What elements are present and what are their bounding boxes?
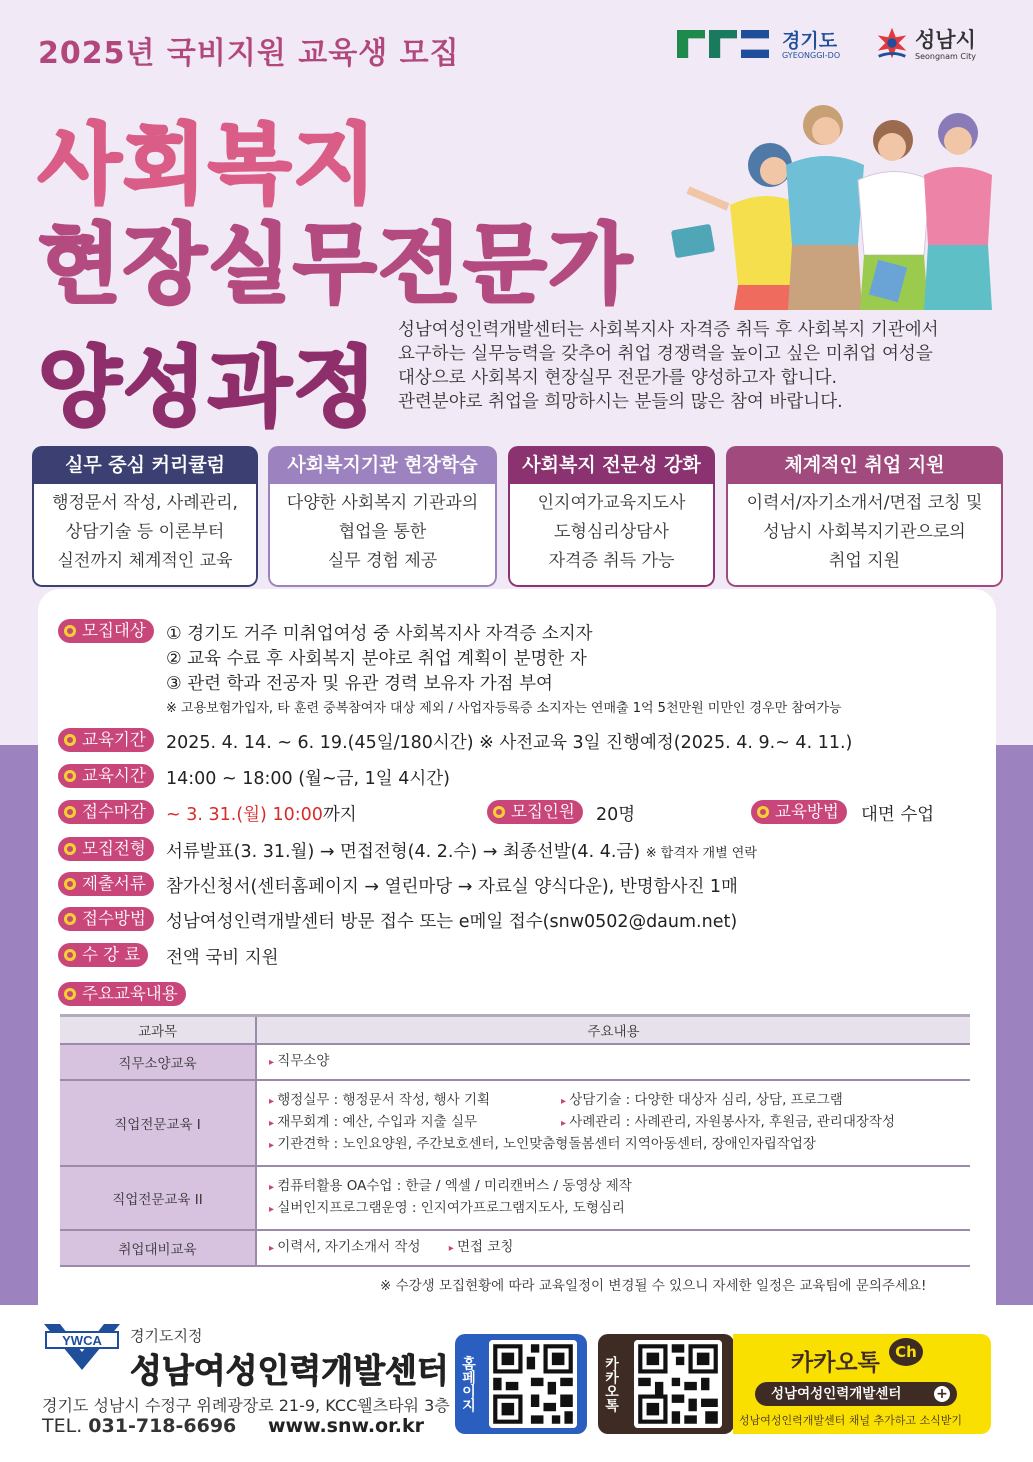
target-line-1: ① 경기도 거주 미취업여성 중 사회복지사 자격증 소지자 (166, 624, 593, 644)
org-address: 경기도 성남시 수정구 위례광장로 21-9, KCC웰츠타워 3층 (42, 1396, 450, 1415)
feature-card-field-training (268, 446, 497, 587)
feature-card-title: 실무 중심 커리큘럼 (32, 446, 258, 484)
selection-steps: 서류발표(3. 31.월) → 면접전형(4. 2.수) → 최종선발(4. 4.금) (166, 842, 641, 862)
content-item: ▸ 이력서, 자기소개서 작성 (269, 1239, 421, 1255)
target-line-2: ② 교육 수료 후 사회복지 분야로 취업 계획이 분명한 자 (166, 649, 587, 669)
period-value: 2025. 4. 14. ~ 6. 19.(45일/180시간) ※ 사전교육 3일 진행예정(2025. 4. 9.~ 4. 11.) (166, 733, 853, 753)
deadline-suffix: 까지 (322, 805, 357, 825)
deadline-date: ~ 3. 31.(월) 10:00 (166, 805, 323, 825)
target-line-3: ③ 관련 학과 전공자 및 유관 경력 보유자 가점 부여 (166, 674, 553, 694)
kakao-channel-banner[interactable] (733, 1334, 991, 1434)
content-item: ▸ 실버인지프로그램운영 : 인지여가프로그램지도사, 도형심리 (269, 1198, 958, 1220)
title-line-3: 양성과정 (38, 338, 379, 438)
content-item: ▸ 컴퓨터활용 OA수업 : 한글 / 엑셀 / 미리캔버스 / 동영상 제작 (269, 1176, 958, 1198)
org-website[interactable]: www.snw.or.kr (268, 1415, 424, 1437)
seongnam-name: 성남시 (915, 28, 976, 52)
curriculum-table (60, 1014, 970, 1267)
content-cell (256, 1080, 970, 1166)
woman-2-figure (786, 105, 864, 310)
gyeonggi-mark-icon (677, 30, 705, 58)
feature-card-body (32, 484, 258, 587)
content-item: ▸ 기관견학 : 노인요양원, 주간보호센터, 노인맞춤형돌봄센터 지역아동센터, 장애인자립작업장 (269, 1134, 958, 1156)
target-note: ※ 고용보험가입자, 타 훈련 중복참여자 대상 제외 / 사업자등록증 소지자는 연매출 1억 5천만원 미만인 경우만 참여가능 (166, 701, 842, 716)
feature-card-employment (726, 446, 1003, 587)
table-row (60, 1044, 970, 1080)
schedule-notice: ※ 수강생 모집현황에 따라 교육일정이 변경될 수 있으니 자세한 일정은 교육팀에 문의주세요! (380, 1278, 927, 1294)
feature-card-body (726, 484, 1003, 587)
kakao-add-channel-button[interactable] (755, 1382, 957, 1406)
content-cell (256, 1044, 970, 1080)
homepage-qr-box[interactable] (455, 1334, 587, 1434)
tag-time: 교육시간 (58, 764, 154, 788)
ywca-logo-text: YWCA (62, 1333, 102, 1348)
woman-3-figure (858, 120, 930, 310)
homepage-label: 홈페이지 (460, 1356, 476, 1412)
seongnam-emblem-icon (873, 24, 911, 62)
feature-card-line: 실무 경험 제공 (327, 551, 438, 571)
tag-contents: 주요교육내용 (58, 982, 186, 1006)
selection-value (166, 838, 757, 863)
gyeonggi-eng: GYEONGGI-DO (782, 51, 841, 60)
woman-1-figure (671, 143, 802, 310)
feature-card-line: 자격증 취득 가능 (548, 551, 675, 571)
content-pair (269, 1090, 958, 1112)
subject-cell: 직업전문교육 II (60, 1166, 256, 1230)
women-group-illustration (668, 95, 1008, 310)
feature-card-line: 취업 지원 (828, 551, 901, 571)
feature-card-line: 도형심리상담사 (554, 522, 669, 542)
table-header-row (60, 1016, 970, 1044)
subject-cell: 직무소양교육 (60, 1044, 256, 1080)
method-value: 대면 수업 (861, 805, 935, 825)
table-row (60, 1166, 970, 1230)
intro-paragraph (398, 318, 1008, 414)
kakao-label: 카카오톡 (603, 1356, 619, 1412)
tag-method: 교육방법 (751, 800, 847, 824)
homepage-qr-code[interactable] (489, 1340, 577, 1428)
intro-line: 관련분야로 취업을 희망하시는 분들의 많은 참여 바랍니다. (398, 392, 843, 412)
intro-line: 요구하는 실무능력을 갖추어 취업 경쟁력을 높이고 싶은 미취업 여성을 (398, 344, 933, 364)
feature-card-curriculum (32, 446, 258, 587)
seongnam-logo (873, 22, 988, 66)
gyeonggi-mark-icon (741, 30, 769, 58)
kakao-qr-box[interactable] (598, 1334, 734, 1434)
intro-line: 성남여성인력개발센터는 사회복지사 자격증 취득 후 사회복지 기관에서 (398, 320, 939, 340)
table-row (60, 1080, 970, 1166)
selection-note: ※ 합격자 개별 연락 (645, 846, 757, 861)
feature-card-title: 사회복지기관 현장학습 (268, 446, 497, 484)
kakao-qr-code[interactable] (634, 1340, 722, 1428)
org-name: 성남여성인력개발센터 (130, 1351, 449, 1390)
tag-target: 모집대상 (58, 619, 154, 643)
gyeonggi-name: 경기도 (782, 30, 838, 52)
feature-card-line: 성남시 사회복지기관으로의 (763, 522, 966, 542)
kakao-subtitle: 성남여성인력개발센터 채널 추가하고 소식받기 (739, 1414, 963, 1427)
feature-card-body (268, 484, 497, 587)
feature-card-line: 인지여가교육지도사 (537, 493, 686, 513)
title-line-2: 현장실무전문가 (38, 215, 634, 315)
tag-count: 모집인원 (487, 800, 583, 824)
content-item: ▸ 사례관리 : 사례관리, 자원봉사자, 후원금, 관리대장작성 (561, 1112, 895, 1134)
subject-cell: 취업대비교육 (60, 1230, 256, 1266)
subject-cell: 직업전문교육 I (60, 1080, 256, 1166)
tag-fee: 수 강 료 (58, 943, 148, 967)
content-item: ▸ 상담기술 : 다양한 대상자 심리, 상담, 프로그램 (561, 1090, 843, 1112)
content-pair (269, 1112, 958, 1134)
tag-period: 교육기간 (58, 728, 154, 752)
gyeonggi-mark-icon (709, 30, 737, 58)
tag-deadline: 접수마감 (58, 800, 154, 824)
documents-value: 참가신청서(센터홈페이지 → 열린마당 → 자료실 양식다운), 반명함사진 1매 (166, 877, 738, 897)
content-item: ▸ 행정실무 : 행정문서 작성, 행사 기획 (269, 1090, 561, 1112)
content-item: ▸ 재무회계 : 예산, 수입과 지출 실무 (269, 1112, 561, 1134)
content-cell (256, 1230, 970, 1266)
fee-value: 전액 국비 지원 (166, 948, 279, 968)
content-item: ▸ 면접 코칭 (449, 1239, 514, 1255)
content-cell (256, 1166, 970, 1230)
content-item: ▸ 직무소양 (269, 1051, 958, 1073)
feature-card-line: 이력서/자기소개서/면접 코칭 및 (746, 493, 983, 513)
feature-card-body (508, 484, 715, 587)
kakao-title: 카카오톡 (791, 1350, 880, 1376)
tag-selection: 모집전형 (58, 837, 154, 861)
feature-card-line: 실전까지 체계적인 교육 (57, 551, 233, 571)
count-value: 20명 (596, 805, 636, 825)
feature-card-line: 협업을 통한 (338, 522, 427, 542)
apply-value: 성남여성인력개발센터 방문 접수 또는 e메일 접수(snw0502@daum.net) (166, 912, 738, 932)
woman-4-figure (924, 113, 992, 310)
plus-icon: + (934, 1386, 950, 1402)
feature-card-title: 체계적인 취업 지원 (726, 446, 1003, 484)
intro-line: 대상으로 사회복지 현장실무 전문가를 양성하고자 합니다. (398, 368, 838, 388)
feature-card-expertise (508, 446, 715, 587)
org-designation: 경기도지정 (130, 1327, 203, 1345)
deadline-value (166, 801, 357, 826)
table-row (60, 1230, 970, 1266)
tag-documents: 제출서류 (58, 872, 154, 896)
tel-number[interactable]: 031-718-6696 (88, 1415, 237, 1437)
ywca-logo-icon (42, 1322, 122, 1372)
table-header-subject: 교과목 (60, 1016, 256, 1044)
tag-apply: 접수방법 (58, 907, 154, 931)
title-line-1: 사회복지 (38, 115, 379, 215)
seongnam-eng: Seongnam City (915, 52, 977, 61)
org-phone (42, 1415, 236, 1437)
tagline: 2025년 국비지원 교육생 모집 (38, 36, 460, 71)
time-value: 14:00 ~ 18:00 (월~금, 1일 4시간) (166, 769, 451, 789)
feature-card-line: 행정문서 작성, 사례관리, (52, 493, 238, 513)
feature-card-line: 다양한 사회복지 기관과의 (286, 493, 479, 513)
feature-card-line: 상담기술 등 이론부터 (65, 522, 225, 542)
gyeonggi-logo (677, 24, 849, 64)
kakao-channel-name: 성남여성인력개발센터 (771, 1386, 902, 1402)
table-header-content: 주요내용 (256, 1016, 970, 1044)
tel-label: TEL. (42, 1415, 83, 1437)
feature-card-title: 사회복지 전문성 강화 (508, 446, 715, 484)
kakao-channel-badge-icon: Ch (889, 1338, 923, 1366)
